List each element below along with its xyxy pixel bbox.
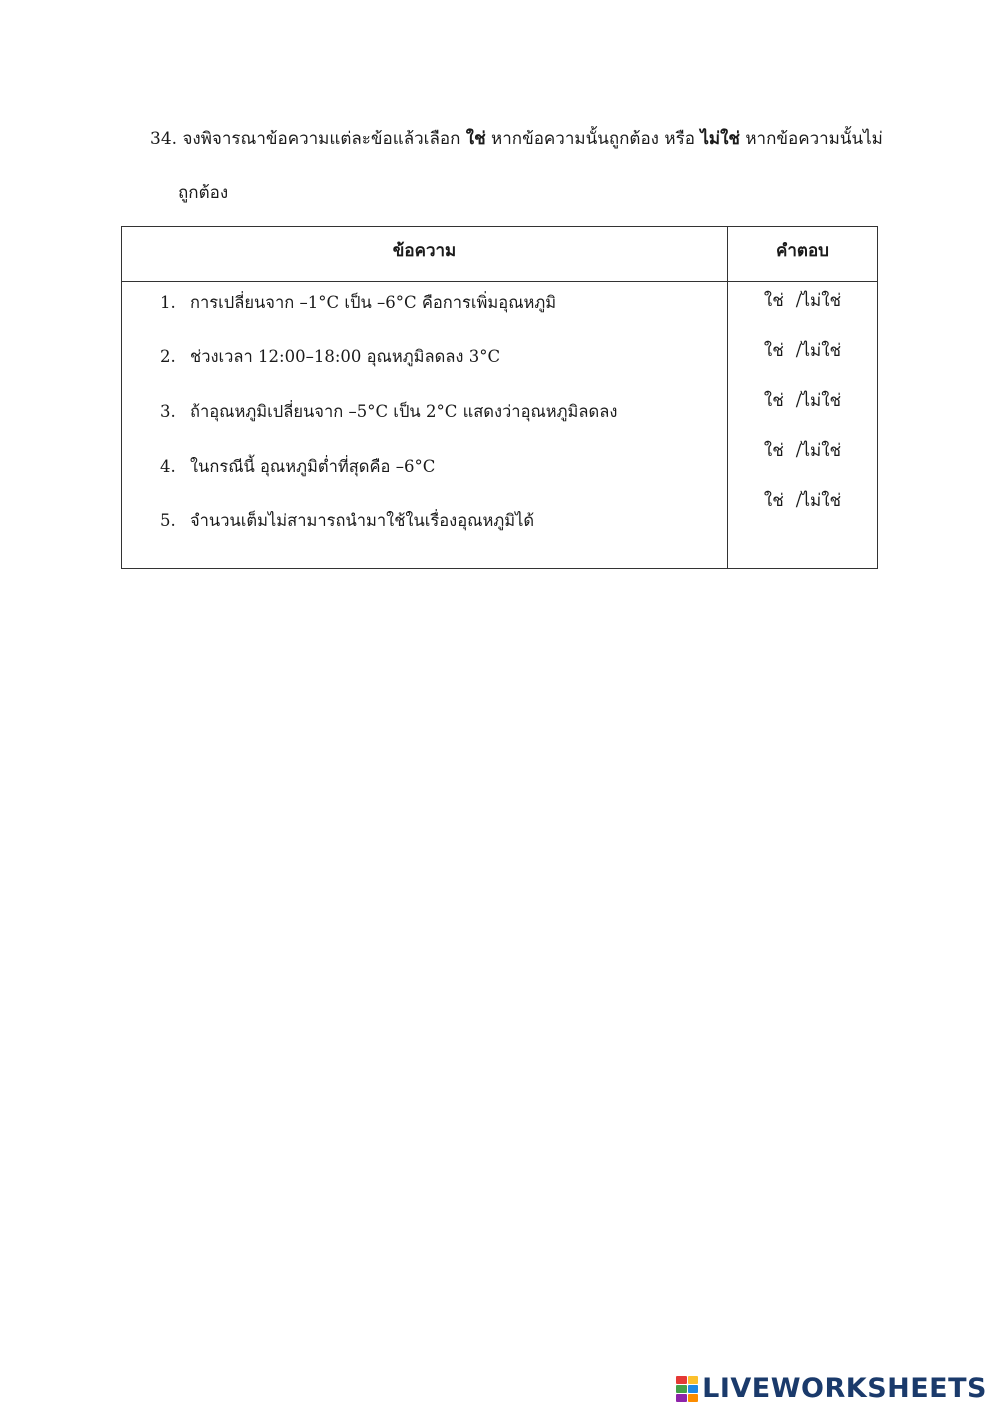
- statement-row: [160, 344, 500, 370]
- answer-choice-2[interactable]: [728, 337, 877, 364]
- answer-choice-1[interactable]: [728, 287, 877, 314]
- answer-choice-4[interactable]: [728, 437, 877, 464]
- yes-keyword: ใช่: [465, 129, 486, 149]
- answer-no-option[interactable]: /ไม่ใช่: [795, 291, 842, 311]
- no-keyword: ไม่ใช่: [700, 129, 740, 149]
- question-middle: หากข้อความนั้นถูกต้อง หรือ: [485, 129, 701, 149]
- header-statement: ข้อความ: [392, 241, 457, 261]
- question-line-1: [150, 126, 890, 152]
- statement-number: 3.: [160, 402, 176, 421]
- answer-yes-option[interactable]: ใช่: [763, 341, 784, 361]
- statement-row: [160, 290, 556, 316]
- answer-yes-option[interactable]: ใช่: [763, 291, 784, 311]
- statement-table: [121, 226, 878, 569]
- statement-number: 1.: [160, 293, 176, 312]
- statement-number: 2.: [160, 347, 176, 366]
- answer-choice-3[interactable]: [728, 387, 877, 414]
- answer-choice-5[interactable]: [728, 487, 877, 514]
- question-prompt: [150, 126, 890, 203]
- answer-no-option[interactable]: /ไม่ใช่: [795, 391, 842, 411]
- answer-yes-option[interactable]: ใช่: [763, 441, 784, 461]
- statement-row: [160, 454, 435, 480]
- statement-number: 5.: [160, 511, 176, 530]
- question-prefix: 34. จงพิจารณาข้อความแต่ละข้อแล้วเลือก: [150, 129, 466, 149]
- liveworksheets-brand: [676, 1373, 987, 1404]
- answer-no-option[interactable]: /ไม่ใช่: [795, 491, 842, 511]
- statement-text: การเปลี่ยนจาก –1°C เป็น –6°C คือการเพิ่มอุณหภูมิ: [190, 293, 557, 312]
- statement-text: ช่วงเวลา 12:00–18:00 อุณหภูมิลดลง 3°C: [190, 347, 501, 366]
- answer-yes-option[interactable]: ใช่: [763, 391, 784, 411]
- statement-row: [160, 399, 617, 425]
- header-divider: [122, 281, 877, 282]
- statement-text: ในกรณีนี้ อุณหภูมิต่ำที่สุดคือ –6°C: [190, 457, 436, 476]
- statement-row: [160, 508, 534, 534]
- liveworksheets-logo-icon: [676, 1376, 698, 1402]
- answer-no-option[interactable]: /ไม่ใช่: [795, 441, 842, 461]
- answer-no-option[interactable]: /ไม่ใช่: [795, 341, 842, 361]
- question-suffix: หากข้อความนั้นไม่: [739, 129, 883, 149]
- question-line-2: ถูกต้อง: [178, 183, 229, 203]
- header-answer: คำตอบ: [776, 241, 829, 261]
- statement-text: ถ้าอุณหภูมิเปลี่ยนจาก –5°C เป็น 2°C แสดงว่าอุณหภูมิลดลง: [190, 402, 618, 421]
- brand-wordmark: LIVEWORKSHEETS: [702, 1373, 987, 1404]
- statement-number: 4.: [160, 457, 176, 476]
- answer-yes-option[interactable]: ใช่: [763, 491, 784, 511]
- statement-text: จำนวนเต็มไม่สามารถนำมาใช้ในเรื่องอุณหภูมิได้: [190, 511, 535, 530]
